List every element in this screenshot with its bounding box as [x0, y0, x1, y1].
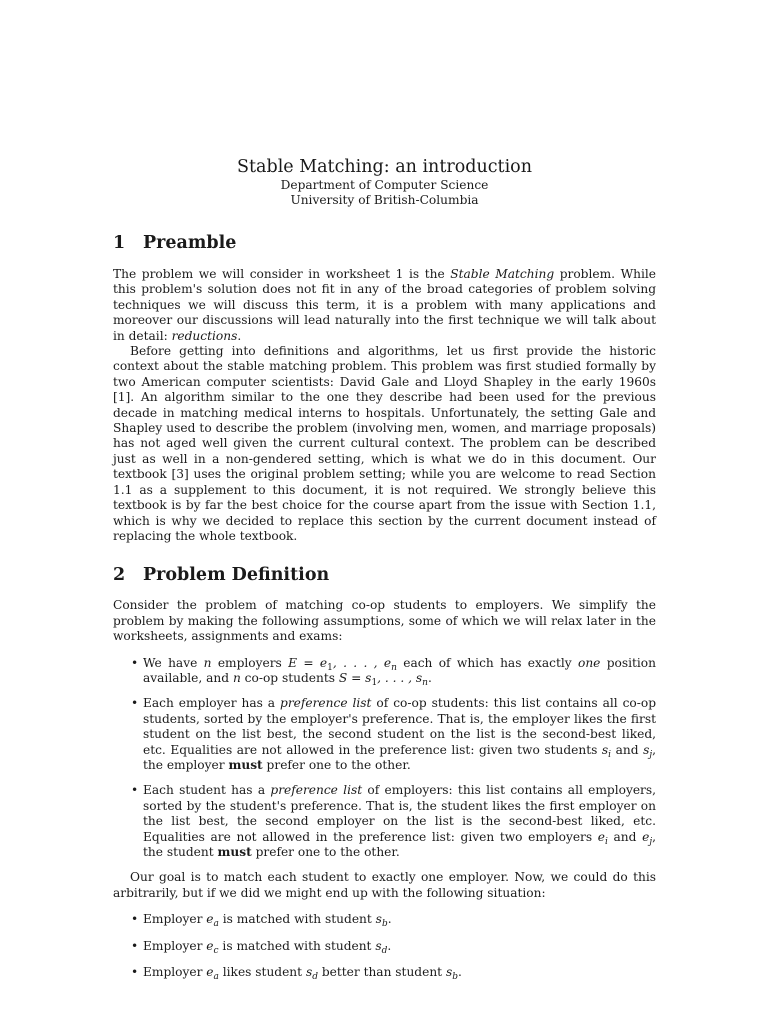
math-s: s: [643, 742, 650, 757]
math-dots: , . . . , s: [377, 670, 423, 685]
text-run: .: [237, 328, 242, 343]
document-title: Stable Matching: an introduction: [237, 157, 532, 177]
math-e: e: [597, 829, 605, 844]
math-subscript: d: [312, 972, 318, 983]
math-E: E = e: [288, 655, 328, 670]
text-run: of co-op students: this list contains all co-op students, sorted by the employer's preference. That is, the employer likes the first student on the list best, the second student on the list is the second-best liked, etc. Equalities are not allowed in the preference list: given two students: [143, 696, 657, 757]
section-2-heading: [113, 564, 656, 586]
text-run: of employers: this list contains all employers, sorted by the student's preference. That is, the student likes the first employer on the list best, the second employer on the list is the second-best liked, etc. Equalities are not allowed in the preference list: given two employers: [143, 783, 657, 844]
bullet-icon: •: [131, 965, 139, 980]
affiliation: [113, 178, 656, 208]
text-run: is matched with student: [218, 912, 376, 927]
text-run: Each employer has a: [143, 696, 281, 711]
text-run: Employer: [143, 965, 207, 980]
emphasis-stable-matching: Stable Matching: [450, 267, 555, 281]
math-s: s: [375, 912, 382, 927]
math-subscript: 1: [327, 662, 333, 673]
example-item-1: [113, 912, 656, 930]
text-run: Each student has a: [143, 783, 271, 798]
section-1-number: 1: [113, 233, 126, 253]
section-1-title: Preamble: [143, 233, 237, 253]
section-2-body: [113, 598, 657, 983]
math-n: n: [203, 655, 212, 670]
math-s: s: [375, 938, 382, 953]
text-run: likes student: [218, 965, 306, 980]
example-list: [113, 912, 656, 983]
math-subscript: a: [213, 919, 219, 930]
math-subscript: b: [381, 919, 388, 930]
text-run: and: [607, 829, 643, 844]
section-1-heading: [113, 232, 656, 254]
text-run: .: [427, 670, 432, 685]
text-run: .: [387, 938, 392, 953]
section-2-number: 2: [113, 565, 126, 586]
math-subscript: c: [213, 945, 219, 956]
document-page: [113, 0, 656, 991]
math-e: e: [642, 829, 650, 844]
bullet-icon: •: [131, 912, 139, 927]
text-run: prefer one to the other.: [251, 845, 400, 859]
math-n: n: [232, 670, 241, 685]
text-run: Employer: [143, 912, 207, 927]
text-run: .: [387, 912, 392, 927]
math-s: s: [305, 965, 313, 980]
math-subscript: j: [649, 749, 653, 760]
text-run: We have: [143, 655, 204, 670]
math-subscript: 1: [371, 677, 378, 688]
emphasis-reductions: reductions: [171, 328, 238, 343]
example-item-3: [113, 965, 656, 983]
math-subscript: n: [391, 662, 397, 673]
section-2-title: Problem Definition: [143, 565, 330, 586]
text-run: , the student: [143, 829, 656, 859]
math-dots: , . . . , e: [332, 655, 392, 670]
text-run: better than student: [317, 965, 446, 980]
goal-paragraph: Our goal is to match each student to exactly one employer. Now, we could do this arbitrarily, but if we did we might end up with the following situation:: [113, 870, 656, 900]
bullet-icon: •: [131, 783, 139, 798]
bullet-icon: •: [131, 696, 139, 711]
math-subscript: d: [381, 945, 388, 956]
section-1-body: [113, 267, 656, 544]
text-run: employers: [211, 655, 289, 670]
emphasis-preference-list: preference list: [270, 783, 363, 798]
preamble-paragraph-2: Before getting into definitions and algorithms, let us first provide the historic context about the stable matching problem. This problem was first studied formally by two American computer scientists: David Gale and Lloyd Shapley in the early 1960s [1]. An algorithm similar to the one they describe had been used for the previous decade in matching medical interns to hospitals. Unfortunately, the setting Gale and Shapley used to describe the problem (involving men, women, and marriage proposals) has not aged well given the current cultural context. The problem can be described just as well in a non-gendered setting, which is what we do in this document. Our textbook [3] uses the original problem setting; while you are welcome to read Section 1.1 as a supplement to this document, it is not required. We strongly believe this textbook is by far the best choice for the course apart from the issue with Section 1.1, which is why we decided to replace this section by the current document instead of replacing the whole textbook.: [113, 344, 656, 543]
strong-must: must: [217, 845, 252, 859]
assumption-item-3: [113, 783, 656, 860]
assumption-item-2: [113, 696, 656, 773]
text-run: , the employer: [143, 742, 656, 772]
text-run: .: [457, 965, 462, 980]
text-run: problem. While this problem's solution does not fit in any of the broad categories of problem solving techniques we will discuss this term, it is a problem with many applications and moreover our discussions will lead naturally into the first technique we will talk about in detail:: [113, 267, 656, 343]
title-block: [113, 156, 656, 208]
math-subscript: n: [422, 677, 428, 688]
emphasis-preference-list: preference list: [280, 696, 372, 711]
preamble-paragraph-1: [113, 267, 656, 344]
math-s: s: [601, 742, 609, 757]
math-e: e: [206, 912, 214, 927]
affiliation-university: University of British-Columbia: [290, 193, 479, 207]
math-e: e: [206, 965, 214, 980]
math-subscript: i: [605, 836, 608, 847]
emphasis-one: one: [577, 655, 601, 670]
bullet-icon: •: [131, 655, 139, 670]
assumption-list: [113, 656, 656, 861]
math-subscript: a: [213, 972, 219, 983]
affiliation-department: Department of Computer Science: [280, 178, 489, 192]
text-run: and: [611, 742, 644, 757]
text-run: is matched with student: [218, 938, 376, 953]
text-run: each of which has exactly: [396, 655, 578, 670]
bullet-icon: •: [131, 938, 139, 953]
text-run: co-op students: [240, 670, 339, 685]
math-s: s: [445, 965, 453, 980]
math-S: S = s: [338, 670, 372, 685]
math-subscript: b: [452, 972, 458, 983]
text-run: The problem we will consider in worksheet 1 is the: [113, 267, 451, 281]
text-run: position available, and: [143, 655, 656, 685]
text-run: Employer: [143, 938, 207, 953]
strong-must: must: [228, 757, 263, 772]
assumption-item-1: [113, 656, 656, 687]
example-item-2: [113, 939, 656, 954]
definition-intro: Consider the problem of matching co-op students to employers. We simplify the problem by making the following assumptions, some of which we will relax later in the worksheets, assignments and exams:: [113, 598, 656, 644]
math-subscript: i: [608, 749, 612, 760]
math-subscript: j: [649, 836, 653, 847]
text-run: prefer one to the other.: [262, 757, 411, 772]
math-e: e: [206, 938, 214, 953]
